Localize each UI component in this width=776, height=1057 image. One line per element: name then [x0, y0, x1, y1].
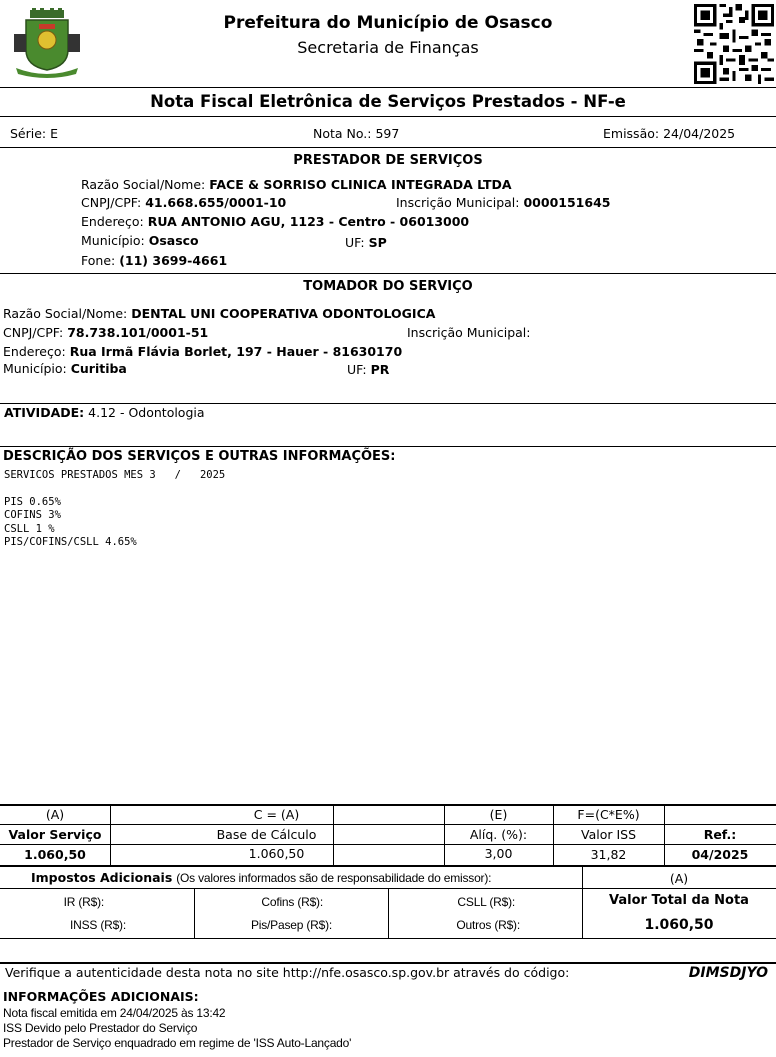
adicionais-line: ISS Devido pelo Prestador do Serviço: [3, 1021, 198, 1035]
total-label: Valor Total da Nota: [609, 893, 749, 908]
prestador-municipio-label: Município:: [81, 233, 145, 248]
tomador-endereco-label: Endereço:: [3, 344, 66, 359]
prestador-fone: [81, 253, 227, 268]
col-f-formula: F=(C*E%): [577, 807, 640, 822]
tomador-endereco: [3, 344, 402, 359]
prestador-uf-label: UF:: [345, 235, 365, 250]
col-a-formula: (A): [45, 807, 65, 822]
tomador-inscricao: [407, 325, 531, 340]
descricao-heading: DESCRIÇÃO DOS SERVIÇOS E OUTRAS INFORMAÇÕES:: [3, 449, 396, 464]
prestador-endereco-value: RUA ANTONIO AGU, 1123 - Centro - 06013000: [147, 214, 470, 229]
impostos-note: (Os valores informados são de responsabilidade do emissor):: [176, 871, 492, 885]
verify-text: Verifique a autenticidade desta nota no site http://nfe.osasco.sp.gov.br através do código:: [5, 965, 570, 980]
prestador-razao-value: FACE & SORRISO CLINICA INTEGRADA LTDA: [209, 177, 512, 192]
prestador-fone-label: Fone:: [81, 253, 116, 268]
adicionais-line: Prestador de Serviço enquadrado em regime de 'ISS Auto-Lançado': [3, 1036, 352, 1050]
prestador-heading: PRESTADOR DE SERVIÇOS: [293, 153, 483, 168]
col-a-label: Valor Serviço: [8, 827, 102, 842]
tomador-endereco-value: Rua Irmã Flávia Borlet, 197 - Hauer - 81630170: [69, 344, 403, 359]
prestador-im-value: 0000151645: [523, 195, 611, 210]
serie-label: Série:: [10, 126, 47, 141]
emissao-field: [603, 126, 735, 141]
prestador-uf-value: SP: [368, 235, 387, 250]
emissao-label: Emissão:: [603, 126, 660, 141]
tomador-razao: [3, 306, 435, 321]
cofins-label: Cofins (R$):: [261, 895, 323, 909]
prestador-fone-value: (11) 3699-4661: [119, 253, 228, 268]
tomador-razao-label: Razão Social/Nome:: [3, 306, 128, 321]
emissao-value: 24/04/2025: [663, 126, 736, 141]
col-c-label: Base de Cálculo: [216, 827, 317, 842]
prestador-razao: [81, 177, 512, 192]
prestador-municipio: [81, 233, 199, 248]
ref-value: 04/2025: [691, 847, 749, 862]
prestador-endereco: [81, 214, 469, 229]
col-f-label: Valor ISS: [580, 827, 637, 842]
prestador-municipio-value: Osasco: [148, 233, 199, 248]
col-c-value: 1.060,50: [248, 846, 305, 861]
qr-code-icon: [694, 4, 774, 84]
prestador-endereco-label: Endereço:: [81, 214, 144, 229]
nota-value: 597: [375, 126, 400, 141]
verify-code: DIMSDJYO: [688, 965, 768, 981]
prestador-razao-label: Razão Social/Nome:: [81, 177, 206, 192]
tomador-municipio-value: Curitiba: [70, 361, 127, 376]
total-formula: (A): [669, 871, 689, 886]
inss-label: INSS (R$):: [69, 918, 126, 932]
ir-label: IR (R$):: [63, 895, 104, 909]
municipality-title: Prefeitura do Município de Osasco: [223, 13, 553, 33]
prestador-cnpj-label: CNPJ/CPF:: [81, 195, 142, 210]
prestador-cnpj: [81, 195, 286, 210]
col-a-value: 1.060,50: [24, 847, 86, 862]
pis-label: Pis/Pasep (R$):: [250, 918, 332, 932]
tomador-uf-label: UF:: [347, 362, 367, 377]
tomador-municipio: [3, 361, 127, 376]
col-e-label: Alíq. (%):: [469, 827, 528, 842]
tomador-municipio-label: Município:: [3, 361, 67, 376]
atividade-field: [4, 405, 205, 420]
adicionais-line: Nota fiscal emitida em 24/04/2025 às 13:42: [3, 1006, 226, 1020]
outros-label: Outros (R$):: [456, 918, 520, 932]
col-e-value: 3,00: [484, 846, 513, 861]
tomador-im-label: Inscrição Municipal:: [407, 325, 531, 340]
atividade-value: 4.12 - Odontologia: [88, 405, 205, 420]
descricao-text: SERVICOS PRESTADOS MES 3 / 2025 PIS 0.65% COFINS 3% CSLL 1 % PIS/COFINS/CSLL 4.65%: [4, 469, 226, 549]
impostos-heading-row: [31, 870, 491, 885]
adicionais-heading: INFORMAÇÕES ADICIONAIS:: [3, 989, 199, 1004]
csll-label: CSLL (R$):: [457, 895, 515, 909]
tomador-cnpj-label: CNPJ/CPF:: [3, 325, 64, 340]
serie-value: E: [50, 126, 59, 141]
prestador-inscricao: [396, 195, 610, 210]
tomador-cnpj-value: 78.738.101/0001-51: [67, 325, 209, 340]
impostos-heading: Impostos Adicionais: [31, 870, 173, 885]
ref-label: Ref.:: [703, 827, 737, 842]
prestador-im-label: Inscrição Municipal:: [396, 195, 520, 210]
total-value: 1.060,50: [644, 917, 714, 933]
tomador-uf-value: PR: [370, 362, 390, 377]
tomador-uf: [347, 362, 389, 377]
prestador-cnpj-value: 41.668.655/0001-10: [145, 195, 287, 210]
nota-number-field: [313, 126, 399, 141]
atividade-label: ATIVIDADE:: [4, 405, 85, 420]
tomador-razao-value: DENTAL UNI COOPERATIVA ODONTOLOGICA: [131, 306, 436, 321]
tomador-heading: TOMADOR DO SERVIÇO: [303, 279, 473, 294]
col-e-formula: (E): [489, 807, 508, 822]
tomador-cnpj: [3, 325, 208, 340]
nota-label: Nota No.:: [313, 126, 372, 141]
serie-field: [10, 126, 58, 141]
document-title: Nota Fiscal Eletrônica de Serviços Prestados - NF-e: [150, 92, 626, 111]
col-c-formula: C = (A): [253, 807, 300, 822]
department-subtitle: Secretaria de Finanças: [297, 38, 479, 57]
col-f-value: 31,82: [590, 847, 627, 862]
prestador-uf: [345, 235, 387, 250]
